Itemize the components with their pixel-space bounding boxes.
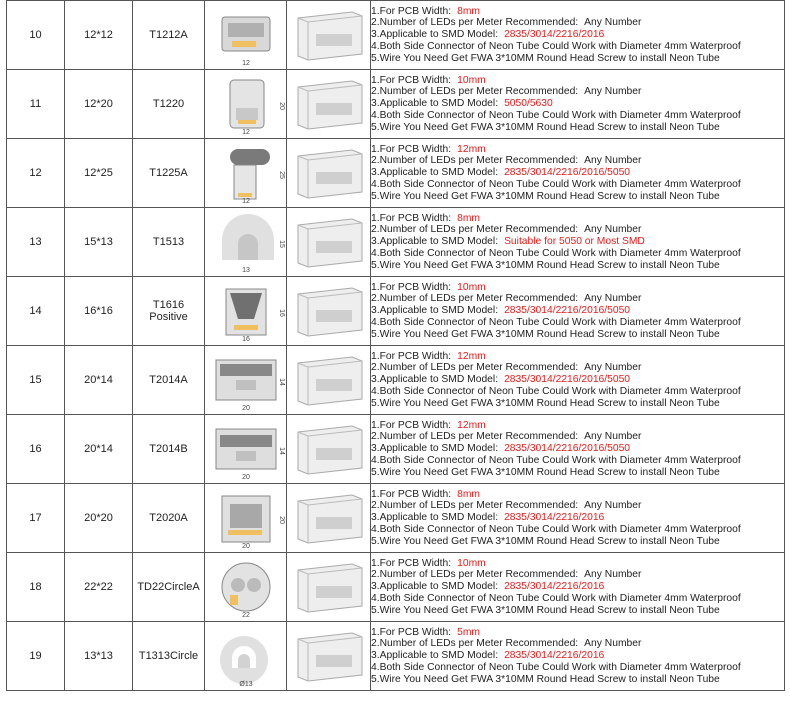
pcb-label: 1.For PCB Width:: [371, 5, 452, 17]
pcb-value: 10mm: [457, 557, 486, 569]
profile-drawing: [205, 346, 287, 415]
dimension-height: 14: [277, 378, 285, 386]
smd-label: 3.Applicable to SMD Model:: [371, 305, 499, 317]
row-size: 12*12: [65, 1, 133, 70]
leds-label: 2.Number of LEDs per Meter Recommended:: [371, 431, 579, 443]
leds-value: Any Number: [584, 569, 642, 581]
leds-label: 2.Number of LEDs per Meter Recommended:: [371, 500, 579, 512]
description: [371, 484, 785, 553]
leds-value: Any Number: [584, 155, 642, 167]
smd-label: 3.Applicable to SMD Model:: [371, 167, 499, 179]
smd-label: 3.Applicable to SMD Model:: [371, 512, 499, 524]
product-photo: [287, 415, 371, 484]
dimension-height: 14: [277, 447, 285, 455]
row-number: 15: [7, 346, 65, 415]
description: [371, 277, 785, 346]
leds-value: Any Number: [584, 500, 642, 512]
spec-table-body: [7, 1, 785, 691]
row-number: 19: [7, 622, 65, 691]
row-size: 16*16: [65, 277, 133, 346]
pcb-label: 1.For PCB Width:: [371, 557, 452, 569]
leds-label: 2.Number of LEDs per Meter Recommended:: [371, 638, 579, 650]
product-photo: [287, 622, 371, 691]
wire-text: 5.Wire You Need Get FWA 3*10MM Round Head Screw to install Neon Tube: [371, 397, 720, 409]
row-model: T1616 Positive: [133, 277, 205, 346]
smd-label: 3.Applicable to SMD Model:: [371, 650, 499, 662]
row-number: 17: [7, 484, 65, 553]
profile-drawing: [205, 553, 287, 622]
product-photo: [287, 139, 371, 208]
wire-text: 5.Wire You Need Get FWA 3*10MM Round Head Screw to install Neon Tube: [371, 259, 720, 271]
smd-value: 2835/3014/2216/2016/5050: [504, 167, 631, 179]
table-row: [7, 415, 785, 484]
row-size: 12*25: [65, 139, 133, 208]
profile-drawing: [205, 139, 287, 208]
row-model: T1212A: [133, 1, 205, 70]
smd-value: 2835/3014/2216/2016: [504, 650, 605, 662]
row-size: 15*13: [65, 208, 133, 277]
row-model: T2014A: [133, 346, 205, 415]
dimension-width: 22: [241, 612, 250, 619]
dimension-width: 12: [241, 60, 250, 67]
pcb-label: 1.For PCB Width:: [371, 350, 452, 362]
product-photo: [287, 484, 371, 553]
pcb-value: 12mm: [457, 143, 486, 155]
table-row: [7, 277, 785, 346]
leds-value: Any Number: [584, 293, 642, 305]
spec-table: [6, 0, 785, 691]
description: [371, 208, 785, 277]
row-number: 13: [7, 208, 65, 277]
row-number: 10: [7, 1, 65, 70]
smd-value: 2835/3014/2216/2016: [504, 512, 605, 524]
description: [371, 415, 785, 484]
leds-value: Any Number: [584, 224, 642, 236]
leds-value: Any Number: [584, 362, 642, 374]
profile-drawing: [205, 484, 287, 553]
smd-value: 2835/3014/2216/2016/5050: [504, 374, 631, 386]
product-photo: [287, 277, 371, 346]
pcb-label: 1.For PCB Width:: [371, 212, 452, 224]
smd-value: Suitable for 5050 or Most SMD: [504, 236, 645, 248]
pcb-label: 1.For PCB Width:: [371, 143, 452, 155]
pcb-value: 5mm: [457, 626, 480, 638]
leds-label: 2.Number of LEDs per Meter Recommended:: [371, 362, 579, 374]
dimension-height: 20: [277, 102, 285, 110]
pcb-value: 10mm: [457, 74, 486, 86]
smd-label: 3.Applicable to SMD Model:: [371, 29, 499, 41]
leds-label: 2.Number of LEDs per Meter Recommended:: [371, 224, 579, 236]
pcb-label: 1.For PCB Width:: [371, 488, 452, 500]
pcb-label: 1.For PCB Width:: [371, 419, 452, 431]
leds-value: Any Number: [584, 431, 642, 443]
row-number: 14: [7, 277, 65, 346]
description: [371, 1, 785, 70]
dimension-height: 16: [277, 309, 285, 317]
smd-label: 3.Applicable to SMD Model:: [371, 98, 499, 110]
row-size: 20*14: [65, 346, 133, 415]
row-number: 18: [7, 553, 65, 622]
dimension-width: 12: [241, 198, 250, 205]
row-size: 22*22: [65, 553, 133, 622]
row-size: 13*13: [65, 622, 133, 691]
row-model: TD22CircleA: [133, 553, 205, 622]
dimension-width: 20: [241, 543, 250, 550]
connector-text: 4.Both Side Connector of Neon Tube Could Work with Diameter 4mm Waterproof: [371, 40, 741, 52]
smd-label: 3.Applicable to SMD Model:: [371, 236, 499, 248]
product-photo: [287, 553, 371, 622]
dimension-height: 15: [277, 240, 285, 248]
connector-text: 4.Both Side Connector of Neon Tube Could Work with Diameter 4mm Waterproof: [371, 109, 741, 121]
profile-drawing: [205, 208, 287, 277]
dimension-width: 20: [241, 474, 250, 481]
leds-label: 2.Number of LEDs per Meter Recommended:: [371, 293, 579, 305]
connector-text: 4.Both Side Connector of Neon Tube Could Work with Diameter 4mm Waterproof: [371, 178, 741, 190]
description: [371, 346, 785, 415]
pcb-label: 1.For PCB Width:: [371, 74, 452, 86]
profile-drawing: [205, 415, 287, 484]
dimension-height: 25: [277, 171, 285, 179]
table-row: [7, 208, 785, 277]
wire-text: 5.Wire You Need Get FWA 3*10MM Round Head Screw to install Neon Tube: [371, 604, 720, 616]
row-number: 12: [7, 139, 65, 208]
wire-text: 5.Wire You Need Get FWA 3*10MM Round Head Screw to install Neon Tube: [371, 52, 720, 64]
leds-label: 2.Number of LEDs per Meter Recommended:: [371, 155, 579, 167]
smd-value: 2835/3014/2216/2016: [504, 581, 605, 593]
table-row: [7, 70, 785, 139]
pcb-value: 12mm: [457, 350, 486, 362]
smd-label: 3.Applicable to SMD Model:: [371, 443, 499, 455]
profile-drawing: [205, 1, 287, 70]
wire-text: 5.Wire You Need Get FWA 3*10MM Round Head Screw to install Neon Tube: [371, 535, 720, 547]
row-model: T1220: [133, 70, 205, 139]
wire-text: 5.Wire You Need Get FWA 3*10MM Round Head Screw to install Neon Tube: [371, 121, 720, 133]
connector-text: 4.Both Side Connector of Neon Tube Could Work with Diameter 4mm Waterproof: [371, 316, 741, 328]
description: [371, 70, 785, 139]
row-size: 12*20: [65, 70, 133, 139]
wire-text: 5.Wire You Need Get FWA 3*10MM Round Head Screw to install Neon Tube: [371, 466, 720, 478]
connector-text: 4.Both Side Connector of Neon Tube Could Work with Diameter 4mm Waterproof: [371, 592, 741, 604]
leds-value: Any Number: [584, 17, 642, 29]
profile-drawing: [205, 70, 287, 139]
row-model: T1225A: [133, 139, 205, 208]
dimension-height: 20: [277, 516, 285, 524]
dimension-width: 12: [241, 129, 250, 136]
row-model: T2014B: [133, 415, 205, 484]
leds-label: 2.Number of LEDs per Meter Recommended:: [371, 17, 579, 29]
product-photo: [287, 1, 371, 70]
row-number: 16: [7, 415, 65, 484]
pcb-value: 12mm: [457, 419, 486, 431]
row-model: T1513: [133, 208, 205, 277]
pcb-label: 1.For PCB Width:: [371, 626, 452, 638]
row-model: T1313Circle: [133, 622, 205, 691]
pcb-value: 8mm: [457, 488, 480, 500]
table-row: [7, 622, 785, 691]
dimension-width: 20: [241, 405, 250, 412]
leds-label: 2.Number of LEDs per Meter Recommended:: [371, 86, 579, 98]
table-row: [7, 484, 785, 553]
pcb-label: 1.For PCB Width:: [371, 281, 452, 293]
pcb-value: 8mm: [457, 212, 480, 224]
description: [371, 622, 785, 691]
description: [371, 553, 785, 622]
wire-text: 5.Wire You Need Get FWA 3*10MM Round Head Screw to install Neon Tube: [371, 190, 720, 202]
dimension-width: Ø13: [238, 681, 253, 688]
connector-text: 4.Both Side Connector of Neon Tube Could Work with Diameter 4mm Waterproof: [371, 661, 741, 673]
product-photo: [287, 70, 371, 139]
row-number: 11: [7, 70, 65, 139]
pcb-value: 10mm: [457, 281, 486, 293]
product-photo: [287, 346, 371, 415]
table-row: [7, 1, 785, 70]
connector-text: 4.Both Side Connector of Neon Tube Could Work with Diameter 4mm Waterproof: [371, 385, 741, 397]
dimension-width: 16: [241, 336, 250, 343]
pcb-value: 8mm: [457, 5, 480, 17]
dimension-width: 13: [241, 267, 250, 274]
wire-text: 5.Wire You Need Get FWA 3*10MM Round Head Screw to install Neon Tube: [371, 328, 720, 340]
smd-label: 3.Applicable to SMD Model:: [371, 581, 499, 593]
connector-text: 4.Both Side Connector of Neon Tube Could Work with Diameter 4mm Waterproof: [371, 523, 741, 535]
table-row: [7, 553, 785, 622]
smd-value: 2835/3014/2216/2016/5050: [504, 305, 631, 317]
product-photo: [287, 208, 371, 277]
smd-value: 2835/3014/2216/2016: [504, 29, 605, 41]
connector-text: 4.Both Side Connector of Neon Tube Could Work with Diameter 4mm Waterproof: [371, 247, 741, 259]
description: [371, 139, 785, 208]
smd-value: 2835/3014/2216/2016/5050: [504, 443, 631, 455]
profile-drawing: [205, 622, 287, 691]
connector-text: 4.Both Side Connector of Neon Tube Could Work with Diameter 4mm Waterproof: [371, 454, 741, 466]
profile-drawing: [205, 277, 287, 346]
leds-value: Any Number: [584, 86, 642, 98]
row-size: 20*14: [65, 415, 133, 484]
leds-value: Any Number: [584, 638, 642, 650]
table-row: [7, 346, 785, 415]
leds-label: 2.Number of LEDs per Meter Recommended:: [371, 569, 579, 581]
wire-text: 5.Wire You Need Get FWA 3*10MM Round Head Screw to install Neon Tube: [371, 673, 720, 685]
row-model: T2020A: [133, 484, 205, 553]
row-size: 20*20: [65, 484, 133, 553]
smd-label: 3.Applicable to SMD Model:: [371, 374, 499, 386]
table-row: [7, 139, 785, 208]
smd-value: 5050/5630: [504, 98, 553, 110]
